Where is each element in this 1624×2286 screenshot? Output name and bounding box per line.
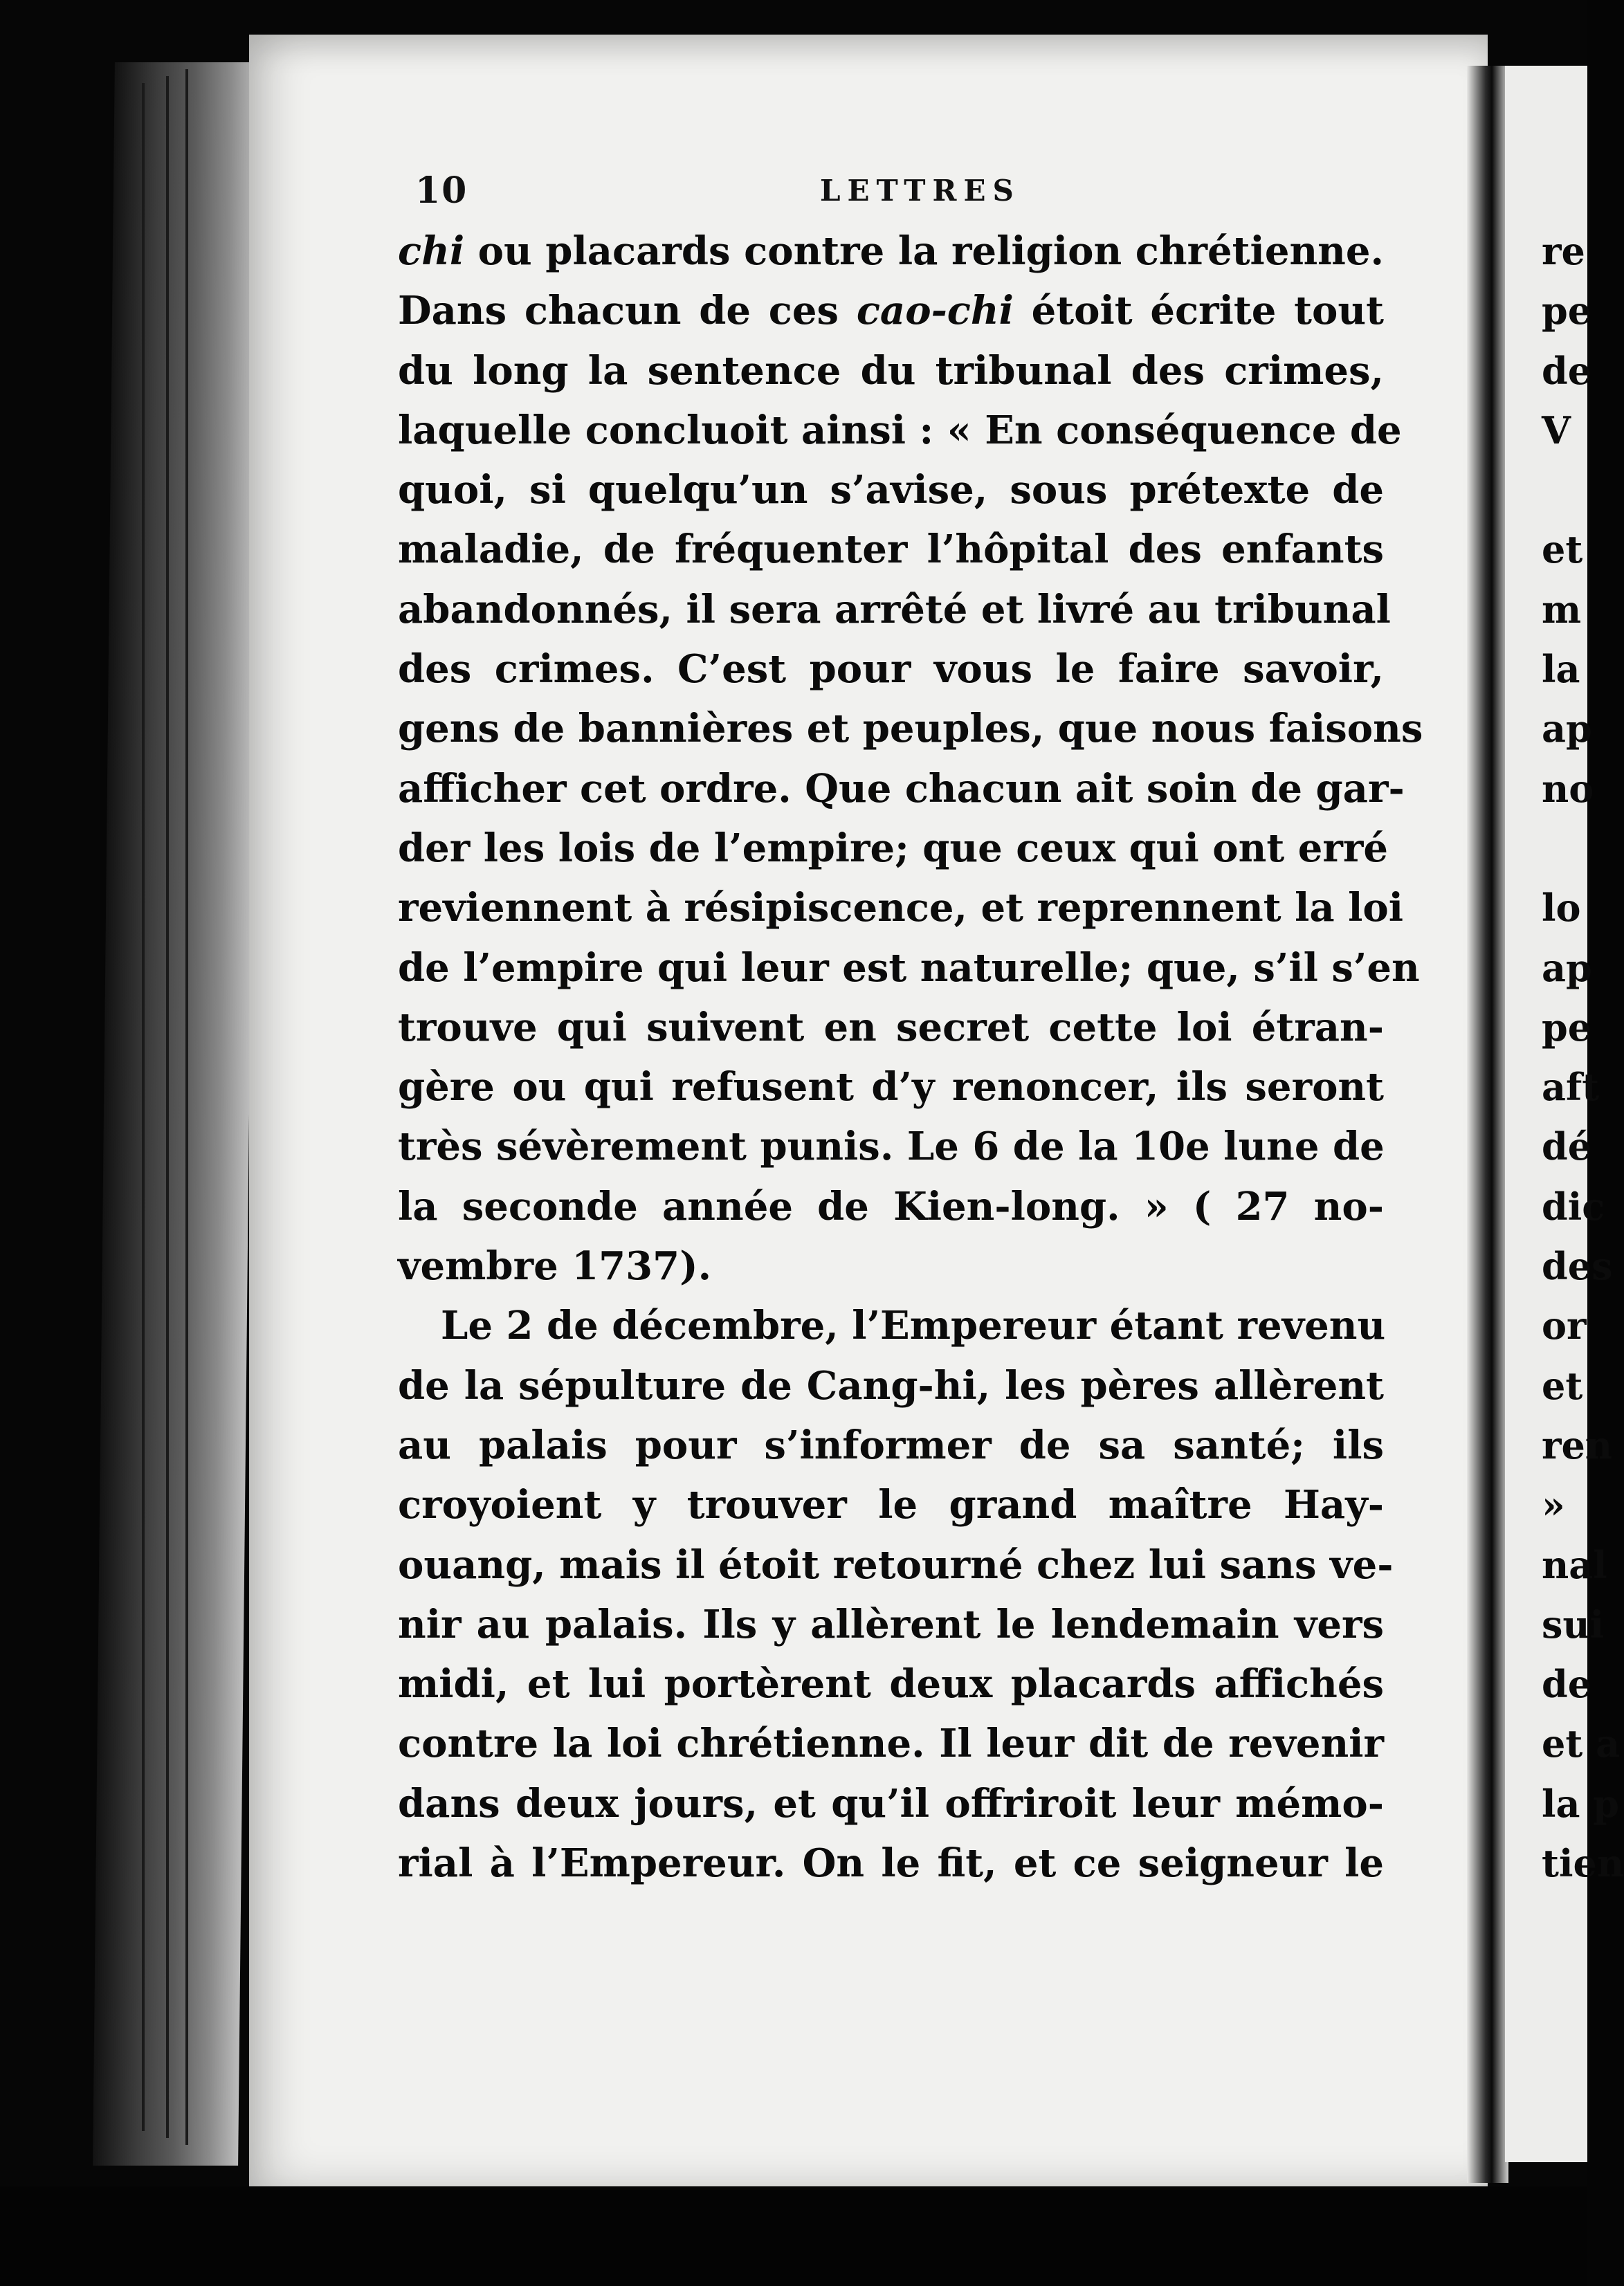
text-run: afficher cet ordre. Que chacun ait soin de gar-: [398, 765, 1405, 812]
text-run: Le 2 de décembre, l’Empereur étant revenu: [441, 1303, 1386, 1349]
text-run: de la sépulture de Cang-hi, les pères allèrent: [398, 1362, 1384, 1409]
adjacent-page-fragment: et: [1542, 1363, 1583, 1408]
text-line: [398, 759, 1405, 819]
text-run: midi, et lui portèrent deux placards affichés: [398, 1661, 1384, 1708]
text-run: nir au palais. Ils y allèrent le lendemain vers: [398, 1601, 1384, 1647]
page-fold-shadow: [1467, 66, 1508, 2183]
text-line: [398, 1834, 1384, 1893]
text-run: laquelle concluoit ainsi : « En conséquence de: [398, 407, 1402, 453]
adjacent-page-fragment: ap: [1542, 945, 1592, 990]
text-run: trouve qui suivent en secret cette loi étran-: [398, 1004, 1384, 1050]
text-line: [398, 1714, 1384, 1773]
adjacent-page-fragment: et a: [1542, 1721, 1621, 1766]
text-run: reviennent à résipiscence, et reprennent la loi: [398, 885, 1404, 931]
text-run: rial à l’Empereur. On le fit, et ce seigneur le: [398, 1840, 1384, 1887]
adjacent-page-fragment: de: [1542, 348, 1592, 393]
text-line: [398, 1595, 1384, 1654]
text-line: [398, 1117, 1384, 1176]
adjacent-page-fragment: tien: [1542, 1841, 1624, 1886]
text-line: [398, 819, 1388, 878]
text-line: [398, 1416, 1384, 1475]
adjacent-page-fragment: sui: [1542, 1602, 1605, 1647]
adjacent-page-fragment: et: [1542, 527, 1583, 572]
text-line: [398, 341, 1384, 401]
adjacent-page-fragment: [1542, 819, 1587, 878]
text-run: croyoient y trouver le grand maître Hay-: [398, 1482, 1384, 1528]
text-line: [398, 1535, 1394, 1595]
text-run: gens de bannières et peuples, que nous faisons: [398, 706, 1423, 752]
gutter-edge-line: [185, 69, 188, 2145]
adjacent-page-fragment: la p: [1542, 1781, 1620, 1826]
adjacent-page-fragment: des: [1542, 1244, 1613, 1289]
adjacent-page-fragment: no: [1542, 766, 1594, 811]
adjacent-page-fragment: dic: [1542, 1184, 1605, 1229]
text-line: [398, 1475, 1384, 1535]
text-run: la seconde année de Kien-long. » ( 27 no-: [398, 1183, 1384, 1229]
text-run: étoit écrite tout: [1013, 288, 1384, 334]
text-line: [398, 281, 1384, 340]
text-run: abandonnés, il sera arrêté et livré au tribunal: [398, 586, 1391, 632]
adjacent-page-text-fragments: [1542, 221, 1624, 1893]
text-run: des crimes. C’est pour vous le faire savoir,: [398, 646, 1384, 693]
text-line: [398, 460, 1384, 520]
adjacent-page-fragment: nal: [1542, 1542, 1607, 1587]
adjacent-page-fragment: ap: [1542, 706, 1592, 751]
adjacent-page-fragment: or: [1542, 1304, 1587, 1348]
text-run: der les lois de l’empire; que ceux qui ont erré: [398, 825, 1388, 871]
adjacent-page-fragment: pe: [1542, 1005, 1592, 1050]
text-line: [398, 699, 1423, 758]
adjacent-page-fragment: de: [1542, 1662, 1592, 1707]
text-line: [398, 401, 1402, 460]
adjacent-page-fragment: aft: [1542, 1065, 1600, 1110]
adjacent-page-fragment: lo: [1542, 886, 1581, 931]
text-line: [398, 639, 1384, 699]
scan-bottom-border: [0, 2186, 1587, 2286]
text-line: [398, 1774, 1384, 1834]
text-run: gère ou qui refusent d’y renoncer, ils seront: [398, 1064, 1384, 1110]
text-line: [398, 1177, 1384, 1236]
text-run: de l’empire qui leur est naturelle; que, s’il s’en: [398, 944, 1420, 991]
text-run: Dans chacun de ces: [398, 288, 857, 334]
text-line: [398, 938, 1420, 998]
text-line: [398, 221, 1384, 281]
text-run: contre la loi chrétienne. Il leur dit de revenir: [398, 1721, 1384, 1767]
text-line: [398, 1356, 1384, 1416]
text-run: vembre 1737).: [398, 1243, 712, 1290]
text-line: [398, 520, 1384, 579]
text-line: [398, 580, 1391, 639]
adjacent-page-fragment: la: [1542, 647, 1580, 692]
text-run: ouang, mais il étoit retourné chez lui sans ve-: [398, 1542, 1394, 1588]
adjacent-page-fragment: »: [1542, 1483, 1565, 1528]
running-head-title: LETTRES: [820, 174, 1021, 208]
binding-gutter: [93, 62, 260, 2166]
gutter-edge-line: [142, 83, 145, 2131]
text-run: au palais pour s’informer de sa santé; ils: [398, 1422, 1384, 1468]
text-line: [398, 998, 1384, 1057]
text-run: du long la sentence du tribunal des crimes,: [398, 347, 1384, 394]
gutter-edge-line: [166, 76, 169, 2138]
adjacent-page-fragment: V: [1542, 408, 1571, 452]
text-line: [398, 1057, 1384, 1117]
italic-term: chi: [398, 228, 465, 274]
adjacent-page-fragment: ren: [1542, 1423, 1613, 1467]
italic-term: cao-chi: [856, 288, 1014, 334]
text-run: dans deux jours, et qu’il offriroit leur mémo-: [398, 1780, 1384, 1827]
text-line: [398, 1296, 1384, 1355]
adjacent-page-fragment: [1542, 460, 1587, 520]
text-run: ou placards contre la religion chrétienne.: [464, 228, 1384, 274]
text-run: quoi, si quelqu’un s’avise, sous prétexte de: [398, 467, 1384, 513]
text-run: maladie, de fréquenter l’hôpital des enfants: [398, 527, 1384, 573]
page-number: 10: [415, 170, 468, 212]
text-line: [398, 1236, 1384, 1296]
adjacent-page-fragment: m: [1542, 587, 1582, 632]
adjacent-page-fragment: dé: [1542, 1124, 1592, 1169]
adjacent-page-fragment: pe: [1542, 289, 1592, 333]
text-line: [398, 1654, 1384, 1714]
running-head: [415, 170, 1384, 211]
text-line: [398, 878, 1404, 938]
body-text: [398, 221, 1423, 1893]
adjacent-page-fragment: re: [1542, 229, 1585, 273]
text-run: très sévèrement punis. Le 6 de la 10e lune de: [398, 1124, 1385, 1170]
